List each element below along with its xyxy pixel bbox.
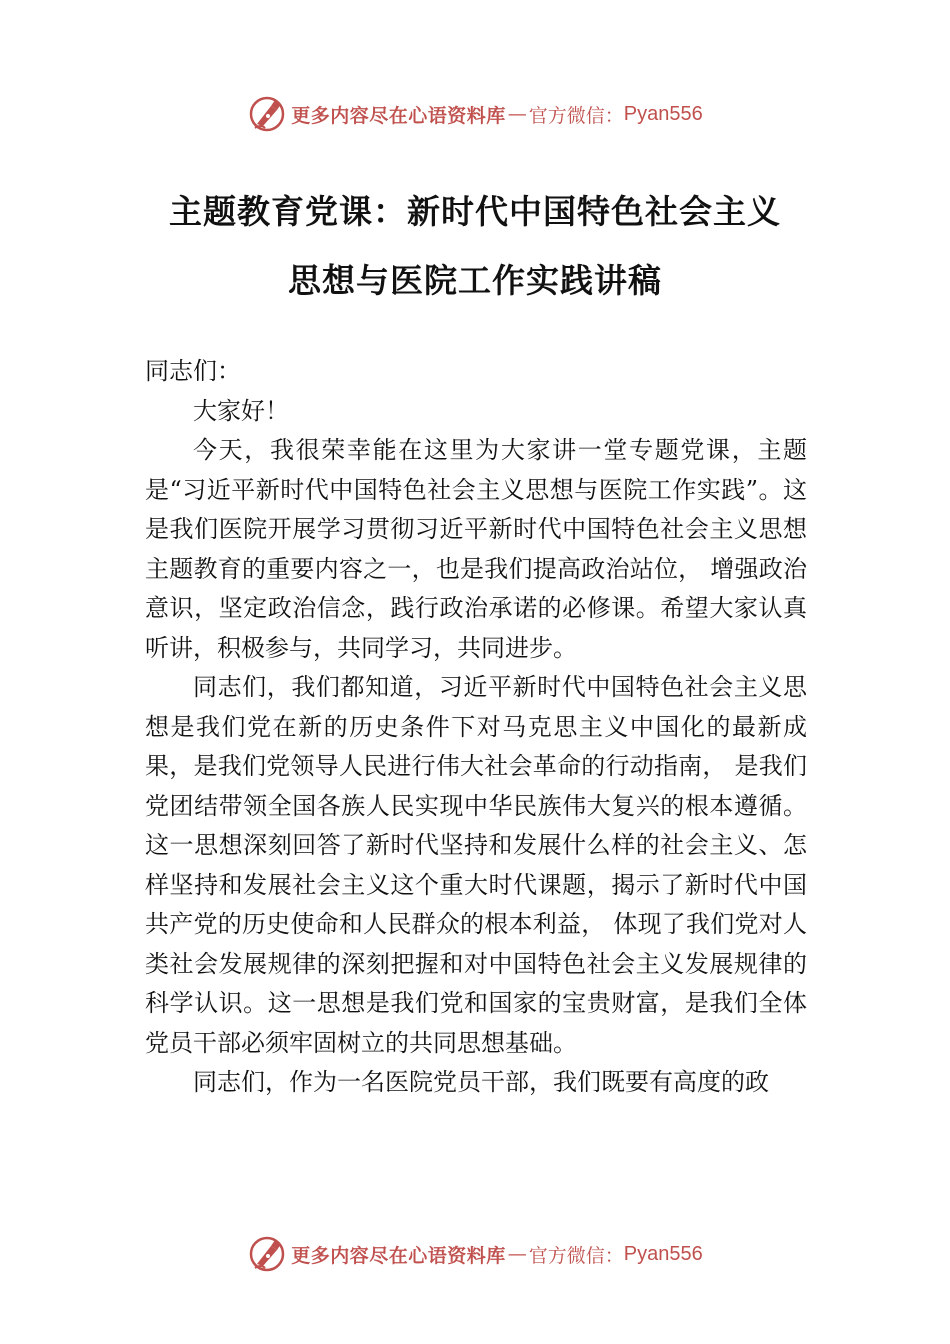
paragraph: 同志们，作为一名医院党员干部，我们既要有高度的政 [193,1068,769,1096]
greeting: 大家好！ [193,396,289,425]
banner-wechat-label: 官方微信： [528,104,624,127]
banner-text: 更多内容尽在心语资料库 [291,1244,506,1267]
pen-nib-logo-icon [247,1234,287,1274]
banner-wechat-id: Pyan556 [623,1242,703,1265]
banner-text: 更多内容尽在心语资料库 [291,104,506,127]
document-title-line-1: 主题教育党课：新时代中国特色社会主义 [169,192,781,231]
document-title-line-2: 思想与医院工作实践讲稿 [288,261,662,300]
banner-separator: — [507,103,527,125]
banner-wechat-label: 官方微信： [528,1244,624,1267]
banner-wechat-id: Pyan556 [623,102,703,125]
pen-nib-logo-icon [247,94,287,134]
banner-separator: — [507,1243,527,1265]
paragraph: 同志们，我们都知道，习近平新时代中国特色社会主义思想是我们党在新的历史条件下对马克思主义中国化的最新成果，是我们党领导人民进行伟大社会革命的行动指南， 是我们党团结带领全国各族人民实现中华民族伟大复兴的根本遵循。这一思想深刻回答了新时代坚持和发展什么样的社会主义、怎样坚持和发展社会主义这个重大时代课题，揭示了新时代中国共产党的历史使命和人民群众的根本利益， 体现了我们党对人类社会发展规律的深刻把握和对中国特色社会主义发展规律的科学认识。这一思想是我们党和国家的宝贵财富，是我们全体党员干部必须牢固树立的共同思想基础。 [145,673,807,1057]
footer-banner [0,1232,950,1276]
paragraph: 今天，我很荣幸能在这里为大家讲一堂专题党课，主题是“习近平新时代中国特色社会主义思想与医院工作实践”。这是我们医院开展学习贯彻习近平新时代中国特色社会主义思想主题教育的重要内容之一，也是我们提高政治站位， 增强政治意识，坚定政治信念，践行政治承诺的必修课。希望大家认真听讲，积极参与，共同学习，共同进步。 [145,436,807,662]
header-banner [0,92,950,136]
salutation: 同志们： [145,357,241,385]
document-body [145,352,807,1103]
